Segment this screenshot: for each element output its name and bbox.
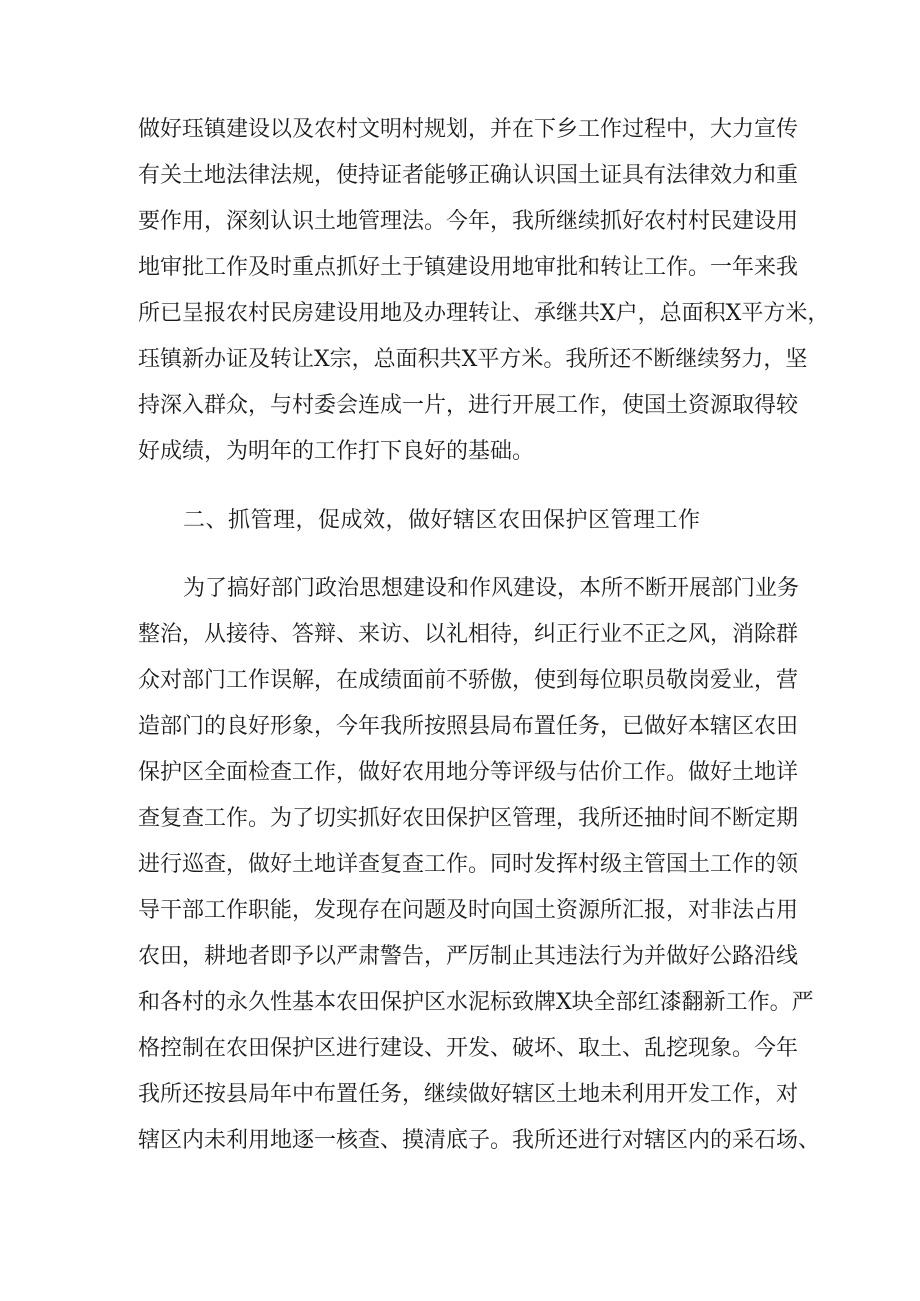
paragraph-line: 做好珏镇建设以及农村文明村规划，并在下乡工作过程中，大力宣传 <box>138 117 799 142</box>
section-heading: 二、抓管理，促成效，做好辖区农田保护区管理工作 <box>183 508 701 533</box>
paragraph-line: 进行巡查，做好土地详查复查工作。同时发挥村级主管国土工作的领 <box>138 852 799 877</box>
paragraph-line: 查复查工作。为了切实抓好农田保护区管理，我所还抽时间不断定期 <box>138 806 799 831</box>
paragraph-line: 持深入群众，与村委会连成一片，进行开展工作，使国土资源取得较 <box>138 393 799 418</box>
paragraph-line: 珏镇新办证及转让X宗，总面积共X平方米。我所还不断继续努力，坚 <box>138 347 808 372</box>
paragraph-line: 要作用，深刻认识土地管理法。今年，我所继续抓好农村村民建设用 <box>138 209 799 234</box>
paragraph-line: 和各村的永久性基本农田保护区水泥标致牌X块全部红漆翻新工作。严 <box>138 990 814 1015</box>
paragraph-line: 导干部工作职能，发现存在问题及时向国土资源所汇报，对非法占用 <box>138 898 799 923</box>
paragraph-line: 格控制在农田保护区进行建设、开发、破坏、取土、乱挖现象。今年 <box>138 1036 799 1061</box>
paragraph-line: 整治，从接待、答辩、来访、以礼相待，纠正行业不正之风，消除群 <box>138 622 799 647</box>
paragraph-line: 众对部门工作误解，在成绩面前不骄傲，使到每位职员敬岗爱业，营 <box>138 668 799 693</box>
paragraph-line: 好成绩，为明年的工作打下良好的基础。 <box>138 439 535 464</box>
paragraph-line: 农田，耕地者即予以严肃警告，严厉制止其违法行为并做好公路沿线 <box>138 944 799 969</box>
paragraph-line: 地审批工作及时重点抓好土于镇建设用地审批和转让工作。一年来我 <box>138 255 799 280</box>
paragraph-line: 为了搞好部门政治思想建设和作风建设，本所不断开展部门业务 <box>183 576 800 601</box>
paragraph-line: 有关土地法律法规，使持证者能够正确认识国土证具有法律效力和重 <box>138 163 799 188</box>
paragraph-line: 辖区内未利用地逐一核查、摸清底子。我所还进行对辖区内的采石场、 <box>138 1128 821 1153</box>
paragraph-line: 造部门的良好形象，今年我所按照县局布置任务，已做好本辖区农田 <box>138 714 799 739</box>
paragraph-line: 我所还按县局年中布置任务，继续做好辖区土地未利用开发工作，对 <box>138 1082 799 1107</box>
paragraph-line: 所已呈报农村民房建设用地及办理转让、承继共X户，总面积X平方米， <box>138 301 830 326</box>
paragraph-line: 保护区全面检查工作，做好农用地分等评级与估价工作。做好土地详 <box>138 760 799 785</box>
